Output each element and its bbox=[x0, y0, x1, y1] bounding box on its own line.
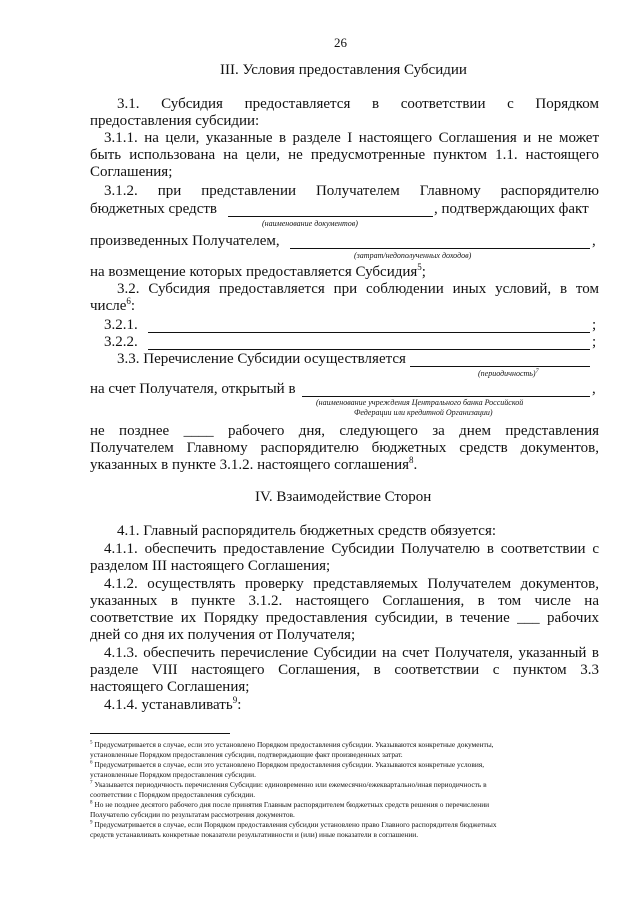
p3-1-2-line2-post: , подтверждающих факт bbox=[434, 201, 589, 217]
p3-1-1-line1: 3.1.1. на цели, указанные в разделе I настоящего Соглашения и не может bbox=[104, 130, 599, 146]
period-blank-line bbox=[410, 366, 590, 367]
costs-blank-line bbox=[290, 248, 590, 249]
p4-1-3-line1: 4.1.3. обеспечить перечисление Субсидии на счет Получателя, указанный в bbox=[104, 645, 599, 661]
p3-1-2-line1: 3.1.2. при представлении Получателем Главному распорядителю bbox=[104, 183, 599, 199]
footnote-6: $^6$ Предусматривается в случае, если это установлено Порядком предоставления субсидии. Указываются конкретные условия, установленные Порядком предоставления субсидии. bbox=[90, 760, 485, 779]
caption-bank-1: (наименование учреждения Центрального банка Российской bbox=[316, 398, 524, 407]
caption-docs: (наименование документов) bbox=[262, 219, 358, 228]
p4-1-2-line3: соответствие их Порядку предоставления субсидии, в течение ___ рабочих bbox=[90, 610, 599, 626]
p4-1-2-line4: дней со дня их получения от Получателя; bbox=[90, 627, 356, 643]
p3-2-2-blank-line bbox=[148, 349, 590, 350]
caption-bank-2: Федерации или кредитной Организации) bbox=[354, 408, 493, 417]
footnote-8: $^8$ Но не позднее десятого рабочего дня после принятия Главным распорядителем бюджетных средств решения о перечислении Получателю субсидии по результатам рассмотрения документов. bbox=[90, 800, 490, 819]
p3-3-line1: 3.3. Перечисление Субсидии осуществляется bbox=[117, 351, 406, 367]
docs-blank-line bbox=[228, 216, 433, 217]
caption-period: (периодичность)$^7$ bbox=[478, 368, 539, 378]
p3-3-line3: не позднее ____ рабочего дня, следующего за днем представления bbox=[90, 423, 599, 439]
p4-1-2-line2: указанных в пункте 3.1.2. настоящего Соглашения, в том числе на bbox=[90, 593, 599, 609]
p3-2-2-label: 3.2.2. bbox=[104, 334, 138, 350]
p4-1-2-line1: 4.1.2. осуществлять проверку представляемых Получателем документов, bbox=[104, 576, 599, 592]
footnote-ref-6: 6 bbox=[126, 296, 131, 306]
p3-1-1-line3: Соглашения; bbox=[90, 164, 173, 180]
footnote-ref-5: 5 bbox=[417, 262, 422, 272]
p3-2-1-blank-line bbox=[148, 332, 590, 333]
p3-3-line4: Получателем Главному распорядителю бюджетных средств документов, bbox=[90, 440, 599, 456]
p3-2-line1: 3.2. Субсидия предоставляется при соблюдении иных условий, в том bbox=[117, 281, 599, 297]
footnote-9: $^9$ Предусматривается в случае, если Порядком предоставления субсидии установлено право Главного распорядителя бюджетных средств устанавливать конкретные показатели результативности и (или) иные показатели в соглашении. bbox=[90, 820, 497, 839]
p3-3-line2: на счет Получателя, открытый в bbox=[90, 381, 296, 397]
semicolon: ; bbox=[592, 317, 597, 333]
p4-1-3-line2: разделе VIII настоящего Соглашения, в соответствии с пунктом 3.3 bbox=[90, 662, 599, 678]
comma: , bbox=[592, 233, 596, 249]
p3-1-line2: предоставления субсидии: bbox=[90, 113, 260, 129]
section-3-heading: III. Условия предоставления Субсидии bbox=[220, 62, 467, 78]
p3-1-2-line3-pre: произведенных Получателем, bbox=[90, 233, 280, 249]
p3-2-line2: числе$^6$: bbox=[90, 296, 136, 314]
p4-1-4: 4.1.4. устанавливать$^9$: bbox=[104, 695, 242, 713]
p4-1-1-line1: 4.1.1. обеспечить предоставление Субсидии Получателю в соответствии с bbox=[104, 541, 599, 557]
p3-1-2-line4: на возмещение которых предоставляется Субсидия$^5$; bbox=[90, 262, 426, 280]
p3-1-line1: 3.1. Субсидия предоставляется в соответствии с Порядком bbox=[117, 96, 599, 112]
p4-1-1-line2: разделом III настоящего Соглашения; bbox=[90, 558, 331, 574]
semicolon: ; bbox=[592, 334, 597, 350]
p3-3-line5: указанных в пункте 3.1.2. настоящего соглашения$^8$. bbox=[90, 455, 418, 473]
footnote-ref-9: 9 bbox=[232, 695, 238, 705]
footnote-5: $^5$ Предусматривается в случае, если это установлено Порядком предоставления субсидии. Указываются конкретные документы, установленные Порядком предоставления субсидии, подтверждающие факт произведенных затрат. bbox=[90, 740, 494, 759]
page-number: 26 bbox=[334, 35, 347, 50]
comma: , bbox=[592, 381, 596, 397]
footnote-ref-8: 8 bbox=[409, 455, 414, 465]
p4-1: 4.1. Главный распорядитель бюджетных средств обязуется: bbox=[117, 523, 497, 539]
p4-1-3-line3: настоящего Соглашения; bbox=[90, 679, 250, 695]
footnote-7: $^7$ Указывается периодичность перечисления Субсидии: единовременно или ежемесячно/ежеквартально/иная периодичность в соответствии с Порядком предоставления субсидии. bbox=[90, 780, 487, 799]
footnote-ref-7: 7 bbox=[535, 368, 539, 375]
caption-costs: (затрат/недополученных доходов) bbox=[354, 251, 472, 260]
bank-blank-line bbox=[302, 396, 590, 397]
p3-1-1-line2: быть использована на цели, не предусмотренные пунктом 1.1. настоящего bbox=[90, 147, 599, 163]
p3-1-2-line2-pre: бюджетных средств bbox=[90, 201, 217, 217]
p3-2-1-label: 3.2.1. bbox=[104, 317, 138, 333]
section-4-heading: IV. Взаимодействие Сторон bbox=[255, 489, 432, 505]
footnote-separator bbox=[90, 733, 230, 734]
